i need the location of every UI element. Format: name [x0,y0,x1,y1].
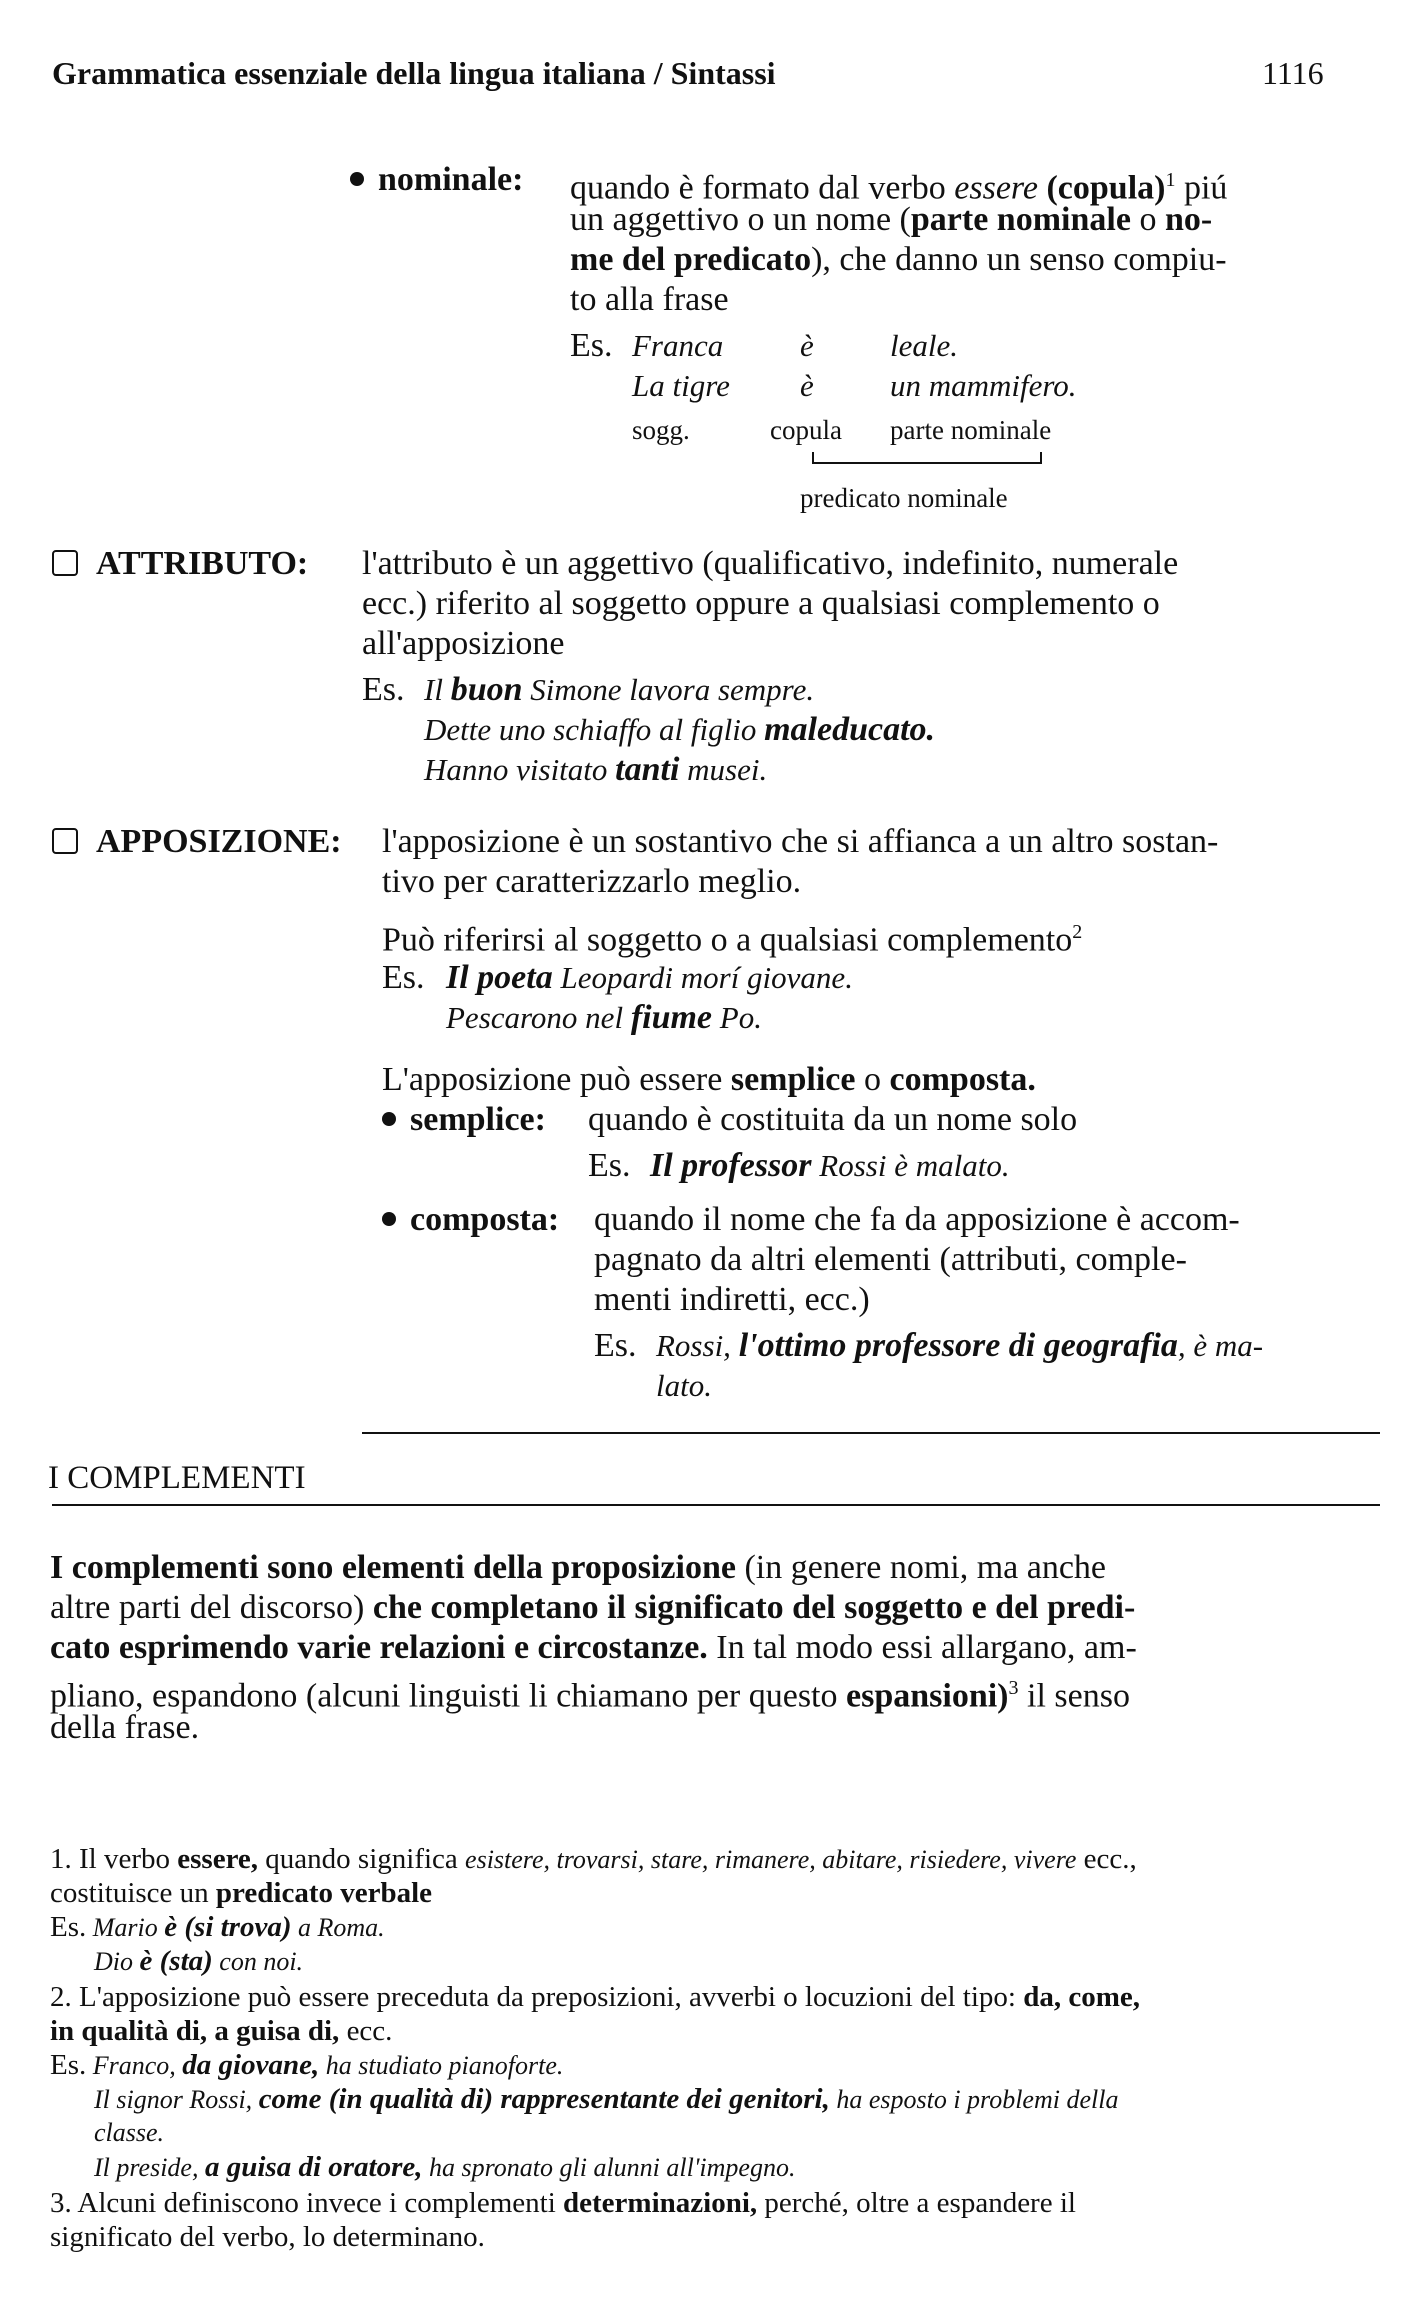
footnote-2-example-3: Il preside, a guisa di oratore, ha spronato gli alunni all'impegno. [94,2151,796,2183]
attributo-line-2: ecc.) riferito al soggetto oppure a qualsiasi complemento o [362,585,1160,622]
semplice-es-label: Es. [588,1147,631,1184]
section-heading-complementi: I COMPLEMENTI [48,1460,306,1496]
running-header-title: Grammatica essenziale della lingua italiana / Sintassi [52,55,776,91]
semplice-definition: quando è costituita da un nome solo [588,1101,1078,1138]
attributo-example-2: Dette uno schiaffo al figlio maleducato. [424,711,936,748]
complementi-para-line-5: della frase. [50,1709,200,1746]
nominale-line-2: un aggettivo o un nome (parte nominale o no- [570,201,1213,238]
bullet-icon [350,172,364,186]
section-rule-top [362,1432,1380,1434]
apposizione-types-line: L'apposizione può essere semplice o composta. [382,1061,1036,1098]
complementi-para-line-4: pliano, espandono (alcuni linguisti li chiamano per questo espansioni)$^3$ il senso [50,1677,1130,1715]
complementi-para-line-1: I complementi sono elementi della proposizione (in genere nomi, ma anche [50,1549,1107,1586]
complementi-para-line-3: cato esprimendo varie relazioni e circostanze. In tal modo essi allargano, am- [50,1629,1137,1666]
composta-example-cont: lato. [656,1368,712,1403]
composta-es-label: Es. [594,1327,637,1364]
section-rule-bottom [52,1504,1380,1506]
nominale-ex1-subject: Franca [632,328,724,363]
semplice-term: semplice: [382,1100,546,1140]
composta-line-1: quando il nome che fa da apposizione è accom- [594,1201,1240,1238]
attributo-line-3: all'apposizione [362,625,565,662]
composta-line-2: pagnato da altri elementi (attributi, comple- [594,1241,1187,1278]
semplice-example: Il professor Rossi è malato. [650,1147,1010,1184]
attributo-example-1: Il buon Simone lavora sempre. [424,671,815,708]
footnote-1-line-2: costituisce un predicato verbale [50,1877,433,1909]
predicate-bracket [812,452,1042,464]
label-soggetto: sogg. [632,415,690,445]
footnote-3-line-1: 3. Alcuni definiscono invece i complementi determinazioni, perché, oltre a espandere il [50,2187,1076,2219]
footnote-2-example-2: Il signor Rossi, come (in qualità di) rappresentante dei genitori, ha esposto i problemi della [94,2083,1119,2115]
footnote-2-line-2: in qualità di, a guisa di, ecc. [50,2015,393,2047]
footnote-1-example-1: Es. Mario è (si trova) a Roma. [50,1911,385,1943]
apposizione-example-1: Il poeta Leopardi morí giovane. [446,959,853,996]
bullet-icon [382,1112,396,1126]
nominale-term: nominale: [350,160,523,200]
composta-term: composta: [382,1200,559,1240]
nominale-line-3: me del predicato), che danno un senso compiu- [570,241,1227,278]
apposizione-line-2: tivo per caratterizzarlo meglio. [382,863,802,900]
footnote-1-line-1: 1. Il verbo essere, quando significa esistere, trovarsi, stare, rimanere, abitare, risiedere, vivere ecc., [50,1843,1137,1875]
composta-example: Rossi, l'ottimo professore di geografia, è ma- [656,1327,1264,1364]
apposizione-term: APPOSIZIONE: [52,822,342,862]
apposizione-line-3: Può riferirsi al soggetto o a qualsiasi complemento$^2$ [382,921,1083,959]
footnote-2-line-1: 2. L'apposizione può essere preceduta da preposizioni, avverbi o locuzioni del tipo: da, come, [50,1981,1140,2013]
nominale-ex1-predicate: leale. [890,328,958,363]
apposizione-line-1: l'apposizione è un sostantivo che si affianca a un altro sostan- [382,823,1219,860]
attributo-term: ATTRIBUTO: [52,544,308,584]
apposizione-es-label: Es. [382,959,425,996]
attributo-es-label: Es. [362,671,405,708]
label-parte-nominale: parte nominale [890,415,1052,445]
footnote-1-example-2: Dio è (sta) con noi. [94,1945,304,1977]
label-copula: copula [770,415,842,445]
nominale-es-label: Es. [570,327,613,364]
page-number: 1116 [1262,55,1324,91]
complementi-para-line-2: altre parti del discorso) che completano il significato del soggetto e del predi- [50,1589,1136,1626]
footnote-2-example-2-cont: classe. [94,2118,165,2147]
apposizione-example-2: Pescarono nel fiume Po. [446,999,762,1036]
nominale-ex1-copula: è [800,328,814,363]
footnote-3-line-2: significato del verbo, lo determinano. [50,2221,485,2253]
nominale-line-4: to alla frase [570,281,729,318]
nominale-ex2-predicate: un mammifero. [890,368,1077,403]
label-predicato-nominale: predicato nominale [800,483,1008,513]
checkbox-square-icon [52,550,78,576]
footnote-2-example-1: Es. Franco, da giovane, ha studiato pianoforte. [50,2049,564,2081]
bullet-icon [382,1212,396,1226]
attributo-line-1: l'attributo è un aggettivo (qualificativo, indefinito, numerale [362,545,1179,582]
attributo-example-3: Hanno visitato tanti musei. [424,751,768,788]
checkbox-square-icon [52,828,78,854]
nominale-ex2-copula: è [800,368,814,403]
nominale-ex2-subject: La tigre [632,368,730,403]
nominale-line-1: quando è formato dal verbo essere (copula)$^1$ piú [570,169,1228,207]
composta-line-3: menti indiretti, ecc.) [594,1281,870,1318]
